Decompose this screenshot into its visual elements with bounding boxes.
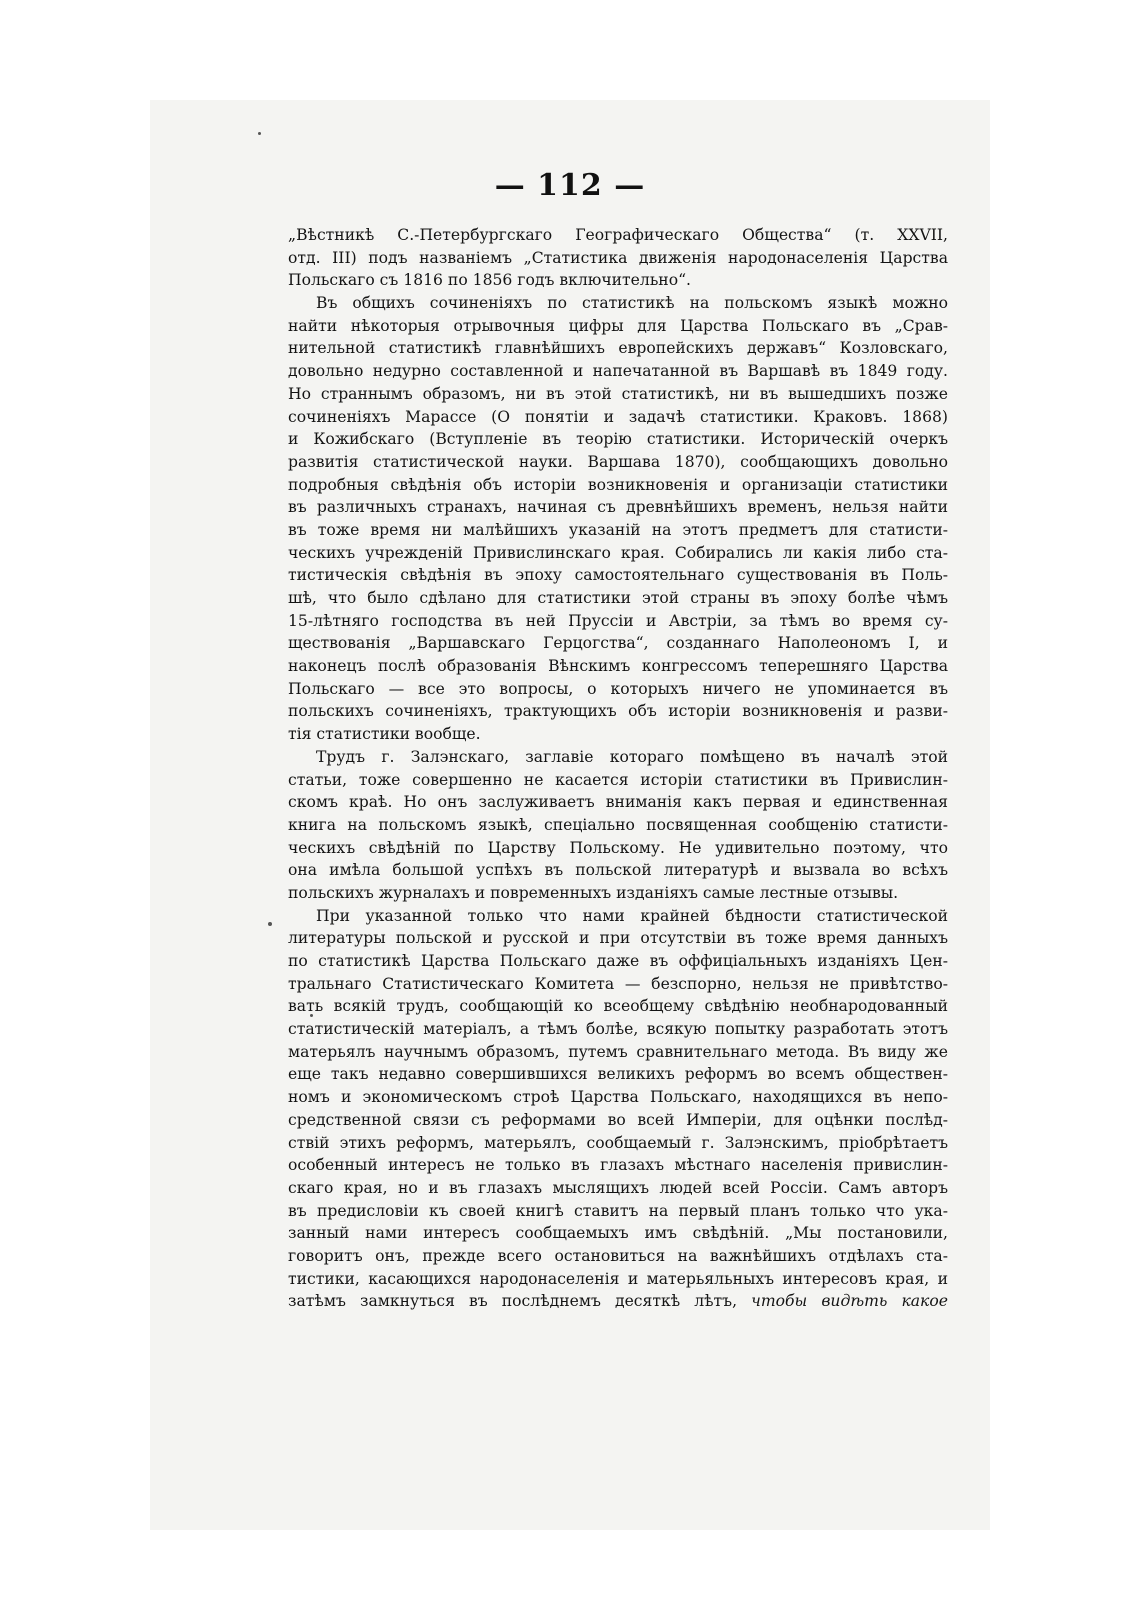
paragraph-2 — [288, 292, 948, 746]
scan-speck — [258, 132, 261, 135]
text-line: При указанной только что нами крайней бѣдности статистической — [316, 906, 948, 925]
text-line: нительной статистикѣ главнѣйшихъ европейскихъ державъ“ Козловскаго, — [288, 339, 948, 358]
text-line: номъ и экономическомъ строѣ Царства Польскаго, находящихся въ непо- — [288, 1088, 948, 1107]
text-line: отд. III) подъ названіемъ „Статистика движенія народонаселенія Царства — [288, 248, 948, 267]
text-line: тистики, касающихся народонаселенія и матерьяльныхъ интересовъ края, и — [288, 1269, 948, 1288]
text-line: „Вѣстникѣ С.-Петербургскаго Географическаго Общества“ (т. XXVII, — [288, 226, 948, 244]
text-line: Въ общихъ сочиненіяхъ по статистикѣ на польскомъ языкѣ можно — [316, 294, 948, 313]
text-line: Польскаго — все это вопросы, о которыхъ ничего не упоминается въ — [288, 679, 948, 698]
text-line: польскихъ сочиненіяхъ, трактующихъ объ исторіи возникновенія и разви- — [288, 702, 948, 721]
text-line-italic: чтобы видѣть какое — [751, 1292, 948, 1311]
text-line: ствій этихъ реформъ, матерьялъ, сообщаемый г. Залэнскимъ, пріобрѣтаетъ — [288, 1133, 948, 1152]
text-line: въ предисловіи къ своей книгѣ ставитъ на первый планъ только что ука- — [288, 1201, 948, 1220]
text-line: развитія статистической науки. Варшава 1870), сообщающихъ довольно — [288, 452, 948, 471]
text-line: статьи, тоже совершенно не касается исторіи статистики въ Привислин- — [288, 770, 948, 789]
text-line: скаго края, но и въ глазахъ мыслящихъ людей всей Россіи. Самъ авторъ — [288, 1178, 948, 1197]
text-line: матерьялъ научнымъ образомъ, путемъ сравнительнаго метода. Въ виду же — [288, 1042, 948, 1061]
text-line: сочиненіяхъ Марассе (О понятіи и задачѣ статистики. Краковъ. 1868) — [288, 407, 948, 426]
text-line: ческихъ свѣдѣній по Царству Польскому. Не удивительно поэтому, что — [288, 838, 948, 857]
text-line: довольно недурно составленной и напечатанной въ Варшавѣ въ 1849 году. — [288, 362, 948, 381]
text-line: книга на польскомъ языкѣ, спеціально посвященная сообщенію статисти- — [288, 815, 948, 834]
text-line: и Кожибскаго (Вступленіе въ теорію статистики. Историческій очеркъ — [288, 430, 948, 449]
text-line: статистическій матеріалъ, а тѣмъ болѣе, всякую попытку разработать этотъ — [288, 1020, 948, 1039]
text-line: наконецъ послѣ образованія Вѣнскимъ конгрессомъ теперешняго Царства — [288, 657, 948, 676]
text-line: литературы польской и русской и при отсутствіи въ тоже время данныхъ — [288, 929, 948, 948]
text-line: польскихъ журналахъ и повременныхъ изданіяхъ самые лестные отзывы. — [288, 883, 899, 902]
text-line: въ различныхъ странахъ, начиная съ древнѣйшихъ временъ, нельзя найти — [288, 498, 948, 517]
text-line: еще такъ недавно совершившихся великихъ реформъ во всемъ обществен- — [288, 1065, 948, 1084]
scan-speck — [268, 922, 272, 926]
text-line: скомъ краѣ. Но онъ заслуживаетъ вниманія какъ первая и единственная — [288, 793, 948, 812]
text-line: найти нѣкоторыя отрывочныя цифры для Царства Польскаго въ „Срав- — [288, 316, 948, 335]
body-text — [288, 224, 948, 1313]
text-line: ществованія „Варшавскаго Герцогства“, созданнаго Наполеономъ I, и — [288, 634, 948, 653]
text-line: она имѣла большой успѣхъ въ польской литературѣ и вызвала во всѣхъ — [288, 861, 948, 880]
text-line: подробныя свѣдѣнія объ исторіи возникновенія и организаціи статистики — [288, 475, 948, 494]
paragraph-3 — [288, 746, 948, 905]
text-line: по статистикѣ Царства Польскаго даже въ оффиціальныхъ изданіяхъ Цен- — [288, 952, 948, 970]
text-line-plain: затѣмъ замкнуться въ послѣднемъ десяткѣ лѣтъ, — [288, 1292, 738, 1311]
page-number: — 112 — — [494, 168, 646, 203]
text-line: занный нами интересъ сообщаемыхъ имъ свѣдѣній. „Мы постановили, — [288, 1224, 948, 1243]
text-line: тистическія свѣдѣнія въ эпоху самостоятельнаго существованія въ Поль- — [288, 566, 948, 585]
text-line: Но страннымъ образомъ, ни въ этой статистикѣ, ни въ вышедшихъ позже — [288, 384, 948, 403]
paragraph-1 — [288, 224, 948, 292]
text-line: тія статистики вообще. — [288, 725, 481, 744]
text-line: говоритъ онъ, прежде всего остановиться на важнѣйшихъ отдѣлахъ ста- — [288, 1246, 948, 1265]
paragraph-4 — [288, 905, 948, 1313]
text-line: ческихъ учрежденій Привислинскаго края. Собирались ли какія либо ста- — [288, 543, 948, 562]
text-line: особенный интересъ не только въ глазахъ мѣстнаго населенія привислин- — [288, 1156, 948, 1175]
text-line: тральнаго Статистическаго Комитета — безспорно, нельзя не привѣтство- — [288, 974, 948, 993]
text-line: шѣ, что было сдѣлано для статистики этой страны въ эпоху болѣе чѣмъ — [288, 589, 948, 607]
text-line: 15-лѣтняго господства въ ней Пруссіи и Австріи, за тѣмъ во время су- — [288, 611, 948, 630]
text-line: Трудъ г. Залэнскаго, заглавіе котораго помѣщено въ началѣ этой — [316, 747, 948, 766]
text-line: Польскаго съ 1816 по 1856 годъ включительно“. — [288, 271, 692, 290]
text-line: средственной связи съ реформами во всей Имперіи, для оцѣнки послѣд- — [288, 1110, 948, 1129]
text-line-final — [288, 1290, 948, 1313]
text-line: въ тоже время ни малѣйшихъ указаній на этотъ предметъ для статисти- — [288, 520, 948, 539]
text-line: вать всякій трудъ, сообщающій ко всеобщему свѣдѣнію необнародованный — [288, 997, 948, 1016]
